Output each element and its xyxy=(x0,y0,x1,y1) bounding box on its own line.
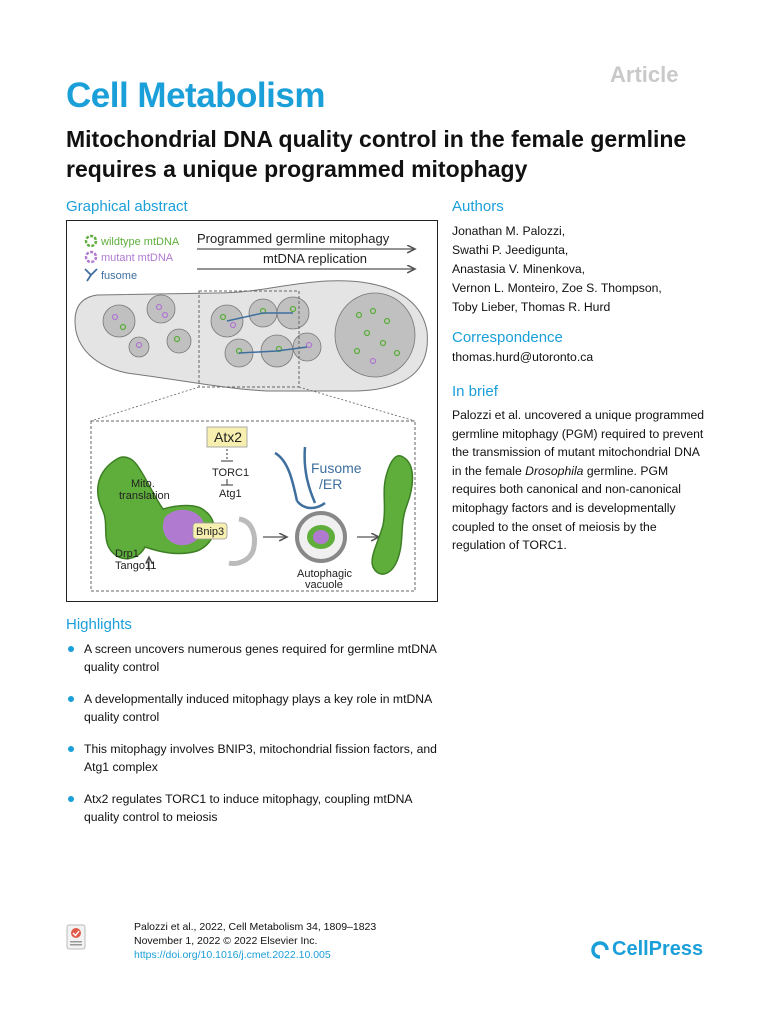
mitochondrion-left xyxy=(98,457,214,559)
torc1-label: TORC1 xyxy=(212,467,250,479)
in-brief-italic: Drosophila xyxy=(525,463,584,478)
graphical-abstract-svg xyxy=(67,221,436,600)
correspondence-email[interactable]: thomas.hurd@utoronto.ca xyxy=(452,350,594,364)
drp1-label: Drp1 xyxy=(115,548,139,560)
bullet-icon xyxy=(68,746,74,752)
replication-label: mtDNA replication xyxy=(263,251,368,266)
article-title: Mitochondrial DNA quality control in the female germline requires a unique programmed mitophagy xyxy=(66,126,687,182)
authors-heading: Authors xyxy=(452,198,504,215)
correspondence-heading: Correspondence xyxy=(452,329,563,346)
article-type-label: Article xyxy=(610,62,679,87)
mito-translation-line1: Mito. xyxy=(131,478,155,490)
highlight-item: Atx2 regulates TORC1 to induce mitophagy, coupling mtDNA quality control to meiosis xyxy=(66,790,446,826)
in-brief-heading: In brief xyxy=(452,383,498,400)
cellpress-mark-icon xyxy=(590,940,610,960)
author-line: Swathi P. Jeedigunta, xyxy=(452,243,569,257)
highlight-item: A screen uncovers numerous genes required for germline mtDNA quality control xyxy=(66,640,446,676)
author-line: Vernon L. Monteiro, Zoe S. Thompson, xyxy=(452,281,662,295)
fusome-label-line2: /ER xyxy=(319,476,343,492)
graphical-abstract-figure xyxy=(66,220,438,602)
wildtype-mtdna-icon xyxy=(86,236,96,246)
author-line: Toby Lieber, Thomas R. Hurd xyxy=(452,300,611,314)
in-brief-text-part2: germline. PGM requires both canonical and non-canonical mitophagy factors and is developmentally coupled to the onset of meiosis by the regulation of TORC1. xyxy=(452,463,682,553)
cellpress-logo xyxy=(590,938,703,961)
fusome-label-line1: Fusome xyxy=(311,460,362,476)
bullet-icon xyxy=(68,646,74,652)
authors-list xyxy=(452,222,712,317)
bnip3-label: Bnip3 xyxy=(196,526,225,538)
atx2-label: Atx2 xyxy=(214,429,243,445)
citation-line1: Palozzi et al., 2022, Cell Metabolism 34, 1809–1823 xyxy=(134,921,377,933)
doi-link[interactable]: https://doi.org/10.1016/j.cmet.2022.10.005 xyxy=(134,949,331,961)
highlights-list xyxy=(66,640,446,840)
pgm-label: Programmed germline mitophagy xyxy=(197,231,390,246)
legend xyxy=(85,236,180,282)
legend-mutant: mutant mtDNA xyxy=(101,252,174,264)
mito-translation-line2: translation xyxy=(119,490,170,502)
bullet-icon xyxy=(68,796,74,802)
citation-line2: November 1, 2022 © 2022 Elsevier Inc. xyxy=(134,935,318,947)
cellpress-wordmark: CellPress xyxy=(612,938,704,960)
check-for-updates-icon[interactable] xyxy=(66,924,86,950)
citation-block xyxy=(134,920,376,962)
legend-fusome: fusome xyxy=(101,270,138,282)
tango11-label: Tango11 xyxy=(115,560,157,572)
author-line: Anastasia V. Minenkova, xyxy=(452,262,586,276)
journal-title: Cell Metabolism xyxy=(66,76,325,115)
highlights-heading: Highlights xyxy=(66,616,132,633)
mutant-mtdna-icon xyxy=(86,252,96,262)
ovariole-illustration xyxy=(75,281,427,391)
in-brief-text xyxy=(452,406,712,555)
author-line: Jonathan M. Palozzi, xyxy=(452,224,566,238)
highlight-item: A developmentally induced mitophagy plays a key role in mtDNA quality control xyxy=(66,690,446,726)
atg1-label: Atg1 xyxy=(219,488,242,500)
vacuole-label-line2: vacuole xyxy=(305,579,343,591)
graphical-abstract-heading: Graphical abstract xyxy=(66,198,188,215)
fusome-icon xyxy=(85,269,97,281)
bullet-icon xyxy=(68,696,74,702)
vacuole-label-line1: Autophagic xyxy=(297,568,353,580)
legend-wildtype: wildtype mtDNA xyxy=(101,236,180,248)
highlight-item: This mitophagy involves BNIP3, mitochondrial fission factors, and Atg1 complex xyxy=(66,740,446,776)
mitochondrion-right xyxy=(372,456,412,574)
fusome-er-shape xyxy=(275,447,325,508)
in-brief-text-part1: Palozzi et al. uncovered a unique programmed germline mitophagy (PGM) required to prevent the transmission of mutant mitochondrial DNA in the female xyxy=(452,408,705,478)
